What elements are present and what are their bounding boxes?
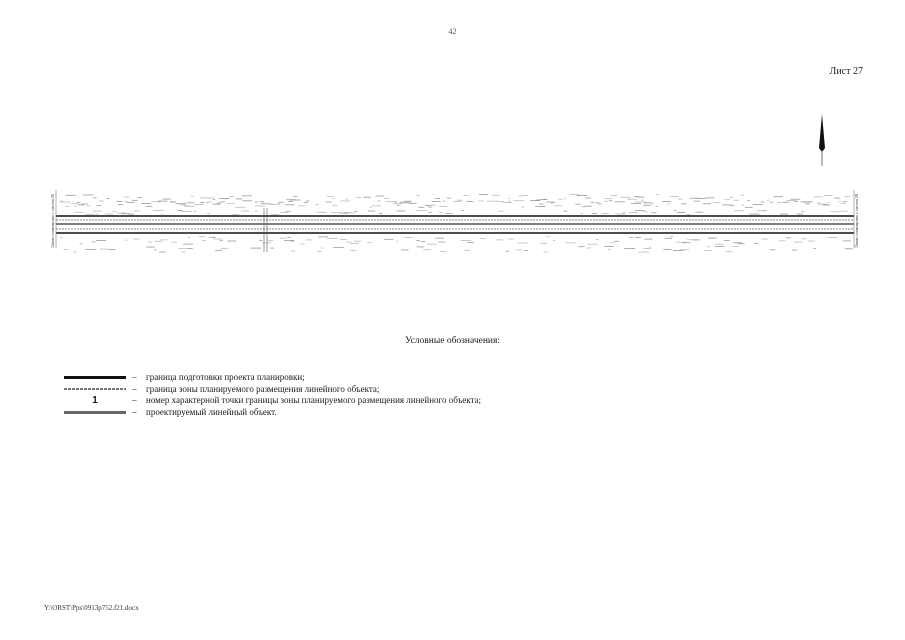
point-number-symbol: 1 bbox=[92, 395, 98, 406]
right-margin-label bbox=[854, 194, 859, 248]
legend bbox=[62, 372, 662, 418]
legend-title: Условные обозначения: bbox=[404, 336, 500, 346]
legend-item-linear-object bbox=[62, 407, 662, 418]
legend-item-point-number bbox=[62, 395, 662, 406]
svg-text:Линия совмещения с листом 28: Линия совмещения с листом 28 bbox=[854, 194, 859, 248]
legend-dash: – bbox=[132, 372, 137, 382]
page-number: 42 bbox=[448, 27, 457, 36]
legend-text: номер характерной точки границы зоны планируемого размещения линейного объекта; bbox=[146, 395, 482, 405]
dotted-gray-line-symbol bbox=[62, 384, 128, 395]
svg-text:Линия совмещения с листом 26: Линия совмещения с листом 26 bbox=[50, 194, 55, 248]
linear-object-drawing bbox=[48, 186, 863, 260]
north-arrow-icon bbox=[812, 112, 832, 172]
file-path: Y:\ORST\Pps\0913p752.f21.docx bbox=[44, 604, 139, 612]
legend-item-zone-boundary bbox=[62, 384, 662, 395]
solid-black-line-symbol bbox=[62, 372, 128, 383]
legend-text: граница подготовки проекта планировки; bbox=[146, 372, 305, 382]
solid-gray-line-symbol bbox=[62, 407, 128, 418]
legend-item-planning-boundary bbox=[62, 372, 662, 383]
legend-dash: – bbox=[132, 395, 137, 405]
legend-dash: – bbox=[132, 406, 137, 417]
legend-text: граница зоны планируемого размещения линейного объекта; bbox=[146, 383, 380, 394]
sheet-label: Лист 27 bbox=[829, 66, 863, 77]
legend-text: проектируемый линейный объект. bbox=[146, 406, 277, 417]
left-margin-label bbox=[50, 194, 55, 248]
legend-dash: – bbox=[132, 383, 137, 394]
